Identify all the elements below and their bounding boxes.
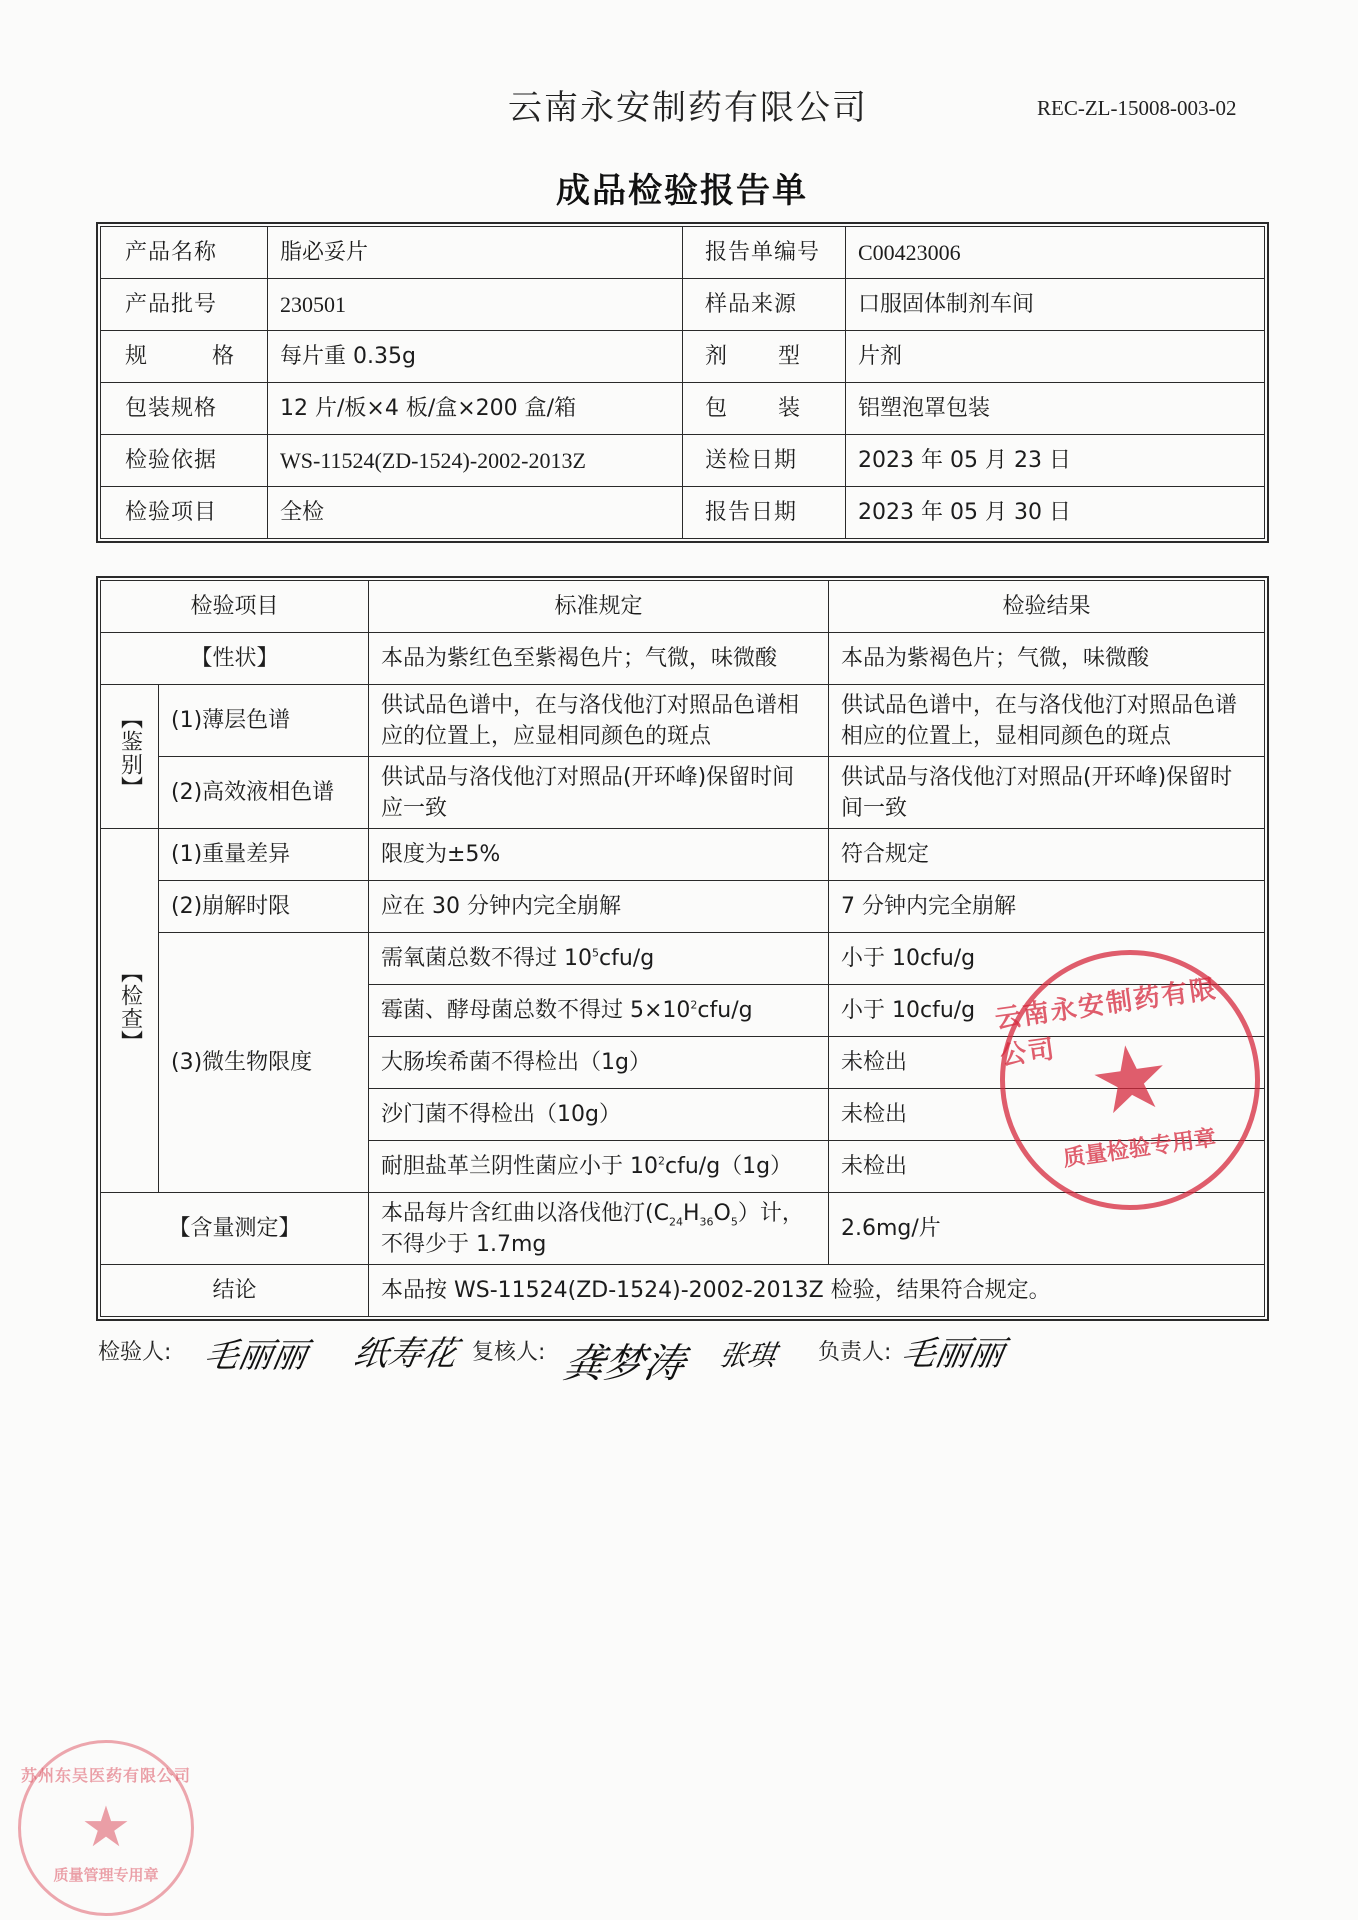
row-appearance <box>101 633 1265 685</box>
result-microbial: 未检出 <box>829 1037 1265 1089</box>
value-sample-source: 口服固体制剂车间 <box>846 279 1265 331</box>
test-results-table <box>100 580 1265 1317</box>
result-microbial: 小于 10cfu/g <box>829 985 1265 1037</box>
document-code: REC-ZL-15008-003-02 <box>1037 96 1237 120</box>
label-batch-number: 产品批号 <box>101 279 268 331</box>
result-disintegration: 7 分钟内完全崩解 <box>829 881 1265 933</box>
info-row <box>101 383 1265 435</box>
standard-tlc: 供试品色谱中，在与洛伐他汀对照品色谱相应的位置上，应显相同颜色的斑点 <box>369 685 829 757</box>
star-icon: ★ <box>80 1795 132 1860</box>
reviewer-signature: 张琪 <box>716 1339 779 1372</box>
info-row <box>101 227 1265 279</box>
product-info-table <box>100 226 1265 539</box>
standard-appearance: 本品为紫红色至紫褐色片；气微，味微酸 <box>369 633 829 685</box>
label-disintegration: (2)崩解时限 <box>159 881 369 933</box>
standard-hplc: 供试品与洛伐他汀对照品(开环峰)保留时间应一致 <box>369 757 829 829</box>
group-identification: 【鉴别】 <box>101 685 159 829</box>
value-dosage-form: 片剂 <box>846 331 1265 383</box>
label-appearance: 【性状】 <box>101 633 369 685</box>
company-seal-stamp: 云南永安制药有限公司 ★ 质量检验专用章 <box>983 933 1277 1227</box>
label-package-spec: 包装规格 <box>101 383 268 435</box>
value-package-spec: 12 片/板×4 板/盒×200 盒/箱 <box>268 383 683 435</box>
label-weight-variation: (1)重量差异 <box>159 829 369 881</box>
value-submit-date: 2023 年 05 月 23 日 <box>846 435 1265 487</box>
result-microbial: 未检出 <box>829 1089 1265 1141</box>
responsible-signature: 毛丽丽 <box>897 1334 1007 1374</box>
result-microbial: 小于 10cfu/g <box>829 933 1265 985</box>
label-test-basis: 检验依据 <box>101 435 268 487</box>
row-hplc <box>101 757 1265 829</box>
value-test-items: 全检 <box>268 487 683 539</box>
header-item: 检验项目 <box>101 581 369 633</box>
header-standard: 标准规定 <box>369 581 829 633</box>
inspector-signature: 纸寿花 <box>350 1334 460 1374</box>
star-icon: ★ <box>1082 1021 1178 1138</box>
result-tlc: 供试品色谱中，在与洛伐他汀对照品色谱相应的位置上，显相同颜色的斑点 <box>829 685 1265 757</box>
result-hplc: 供试品与洛伐他汀对照品(开环峰)保留时间一致 <box>829 757 1265 829</box>
group-inspection: 【检查】 <box>101 829 159 1193</box>
value-batch-number: 230501 <box>268 279 683 331</box>
result-weight-variation: 符合规定 <box>829 829 1265 881</box>
label-packaging: 包 装 <box>683 383 846 435</box>
reviewer-label: 复核人: <box>472 1340 546 1365</box>
standard-microbial: 沙门菌不得检出（10g） <box>369 1089 829 1141</box>
value-test-basis: WS-11524(ZD-1524)-2002-2013Z <box>268 435 683 487</box>
label-test-items: 检验项目 <box>101 487 268 539</box>
label-microbial: (3)微生物限度 <box>159 933 369 1193</box>
inspector-signature: 毛丽丽 <box>200 1336 310 1376</box>
info-row <box>101 279 1265 331</box>
label-specification: 规 格 <box>101 331 268 383</box>
value-packaging: 铝塑泡罩包装 <box>846 383 1265 435</box>
responsible-label: 负责人: <box>818 1340 892 1365</box>
label-submit-date: 送检日期 <box>683 435 846 487</box>
reviewer-signature: 龚梦涛 <box>560 1341 689 1387</box>
label-dosage-form: 剂 型 <box>683 331 846 383</box>
receiver-seal-stamp: 苏州东吴医药有限公司 ★ 质量管理专用章 <box>18 1740 194 1916</box>
row-weight-variation <box>101 829 1265 881</box>
standard-weight-variation: 限度为±5% <box>369 829 829 881</box>
table-header-row <box>101 581 1265 633</box>
report-title: 成品检验报告单 <box>556 171 808 211</box>
company-name: 云南永安制药有限公司 <box>508 88 868 128</box>
result-assay: 2.6mg/片 <box>829 1193 1265 1265</box>
row-disintegration <box>101 881 1265 933</box>
standard-disintegration: 应在 30 分钟内完全崩解 <box>369 881 829 933</box>
value-product-name: 脂必妥片 <box>268 227 683 279</box>
label-sample-source: 样品来源 <box>683 279 846 331</box>
result-microbial: 未检出 <box>829 1141 1265 1193</box>
header-result: 检验结果 <box>829 581 1265 633</box>
label-tlc: (1)薄层色谱 <box>159 685 369 757</box>
row-conclusion <box>101 1265 1265 1317</box>
standard-microbial: 需氧菌总数不得过 $10^5cfu/g$ <box>369 933 829 985</box>
info-row <box>101 487 1265 539</box>
label-hplc: (2)高效液相色谱 <box>159 757 369 829</box>
info-row <box>101 435 1265 487</box>
label-report-number: 报告单编号 <box>683 227 846 279</box>
standard-assay: 本品每片含红曲以洛伐他汀$(C_{24}H_{36}O_5)$计， 不得少于 1.7mg <box>369 1193 829 1265</box>
label-product-name: 产品名称 <box>101 227 268 279</box>
label-report-date: 报告日期 <box>683 487 846 539</box>
label-assay: 【含量测定】 <box>101 1193 369 1265</box>
standard-microbial: 霉菌、酵母菌总数不得过 $5\times 10^2cfu/g$ <box>369 985 829 1037</box>
conclusion-text: 本品按 WS-11524(ZD-1524)-2002-2013Z 检验，结果符合规定。 <box>369 1265 1265 1317</box>
label-conclusion: 结论 <box>101 1265 369 1317</box>
result-appearance: 本品为紫褐色片；气微，味微酸 <box>829 633 1265 685</box>
row-tlc <box>101 685 1265 757</box>
standard-microbial: 大肠埃希菌不得检出（1g） <box>369 1037 829 1089</box>
info-row <box>101 331 1265 383</box>
value-specification: 每片重 0.35g <box>268 331 683 383</box>
value-report-number: C00423006 <box>846 227 1265 279</box>
standard-microbial: 耐胆盐革兰阴性菌应小于 $10^2cfu/g(1g)$ <box>369 1141 829 1193</box>
inspector-label: 检验人: <box>98 1340 172 1365</box>
value-report-date: 2023 年 05 月 30 日 <box>846 487 1265 539</box>
